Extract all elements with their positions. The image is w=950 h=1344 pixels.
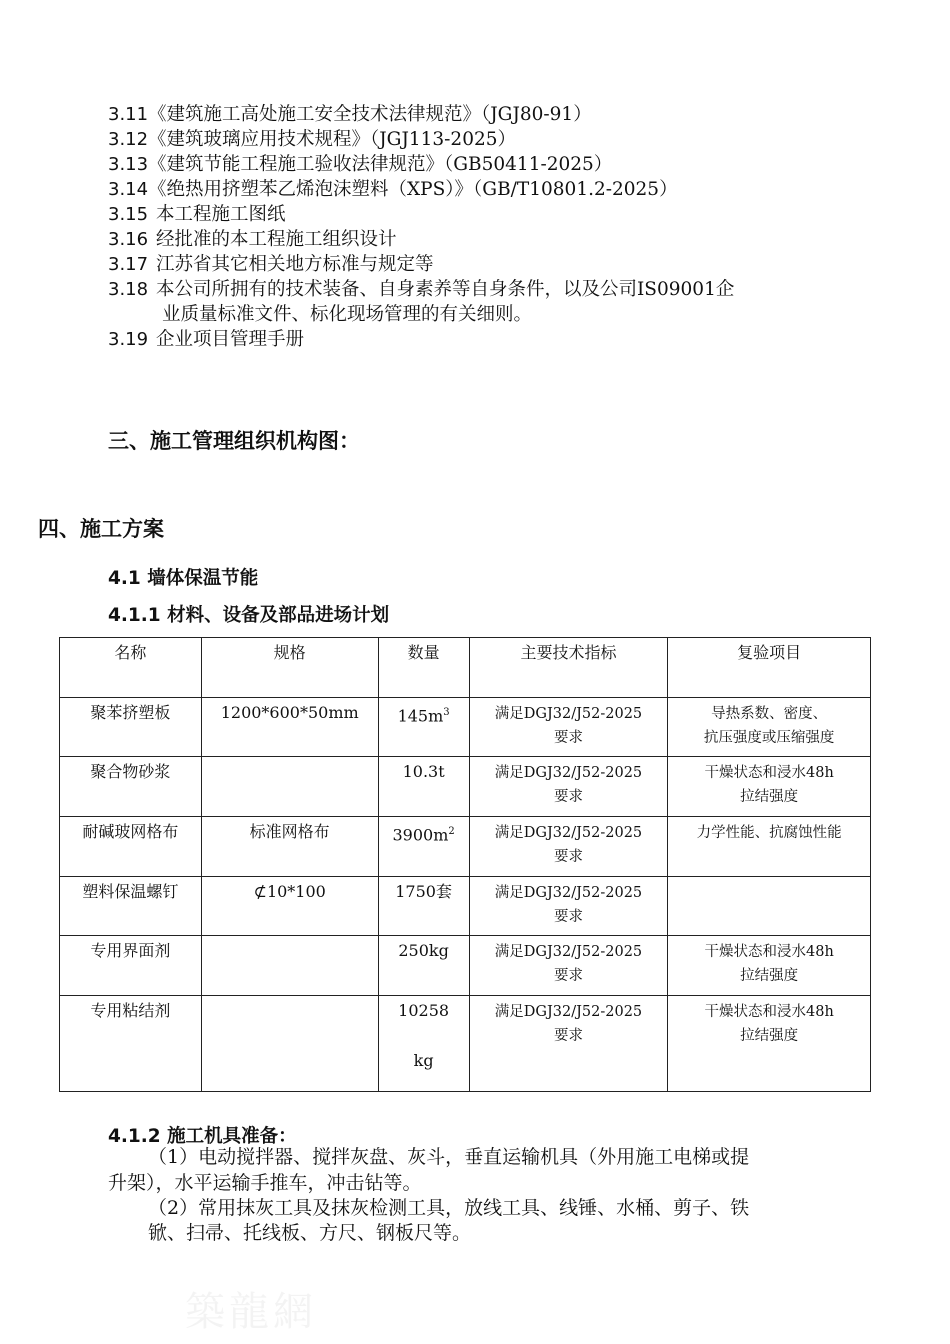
reference-text-continued: 业质量标准文件、标化现场管理的有关细则。 xyxy=(162,304,533,325)
reference-number: 3.15 xyxy=(108,204,149,225)
technical-index: 满足DGJ32/J52-2025 要求 xyxy=(469,936,668,996)
technical-index: 满足DGJ32/J52-2025 要求 xyxy=(469,817,668,877)
section-4-title: 四、施工方案 xyxy=(38,517,164,541)
table-header-cell: 复验项目 xyxy=(668,638,871,698)
material-quantity: $3900m^2$ xyxy=(378,817,469,877)
table-row xyxy=(60,996,871,1092)
table-header-cell: 数量 xyxy=(378,638,469,698)
technical-index: 满足DGJ32/J52-2025 要求 xyxy=(469,698,668,757)
reference-item xyxy=(108,277,868,325)
retest-items: 干燥状态和浸水48h 拉结强度 xyxy=(668,936,871,996)
technical-index: 满足DGJ32/J52-2025 要求 xyxy=(469,996,668,1092)
reference-number: 3.12 xyxy=(108,129,149,150)
material-spec xyxy=(201,936,378,996)
reference-item xyxy=(108,252,434,277)
material-quantity: 10258 kg xyxy=(378,996,469,1092)
reference-item xyxy=(108,127,516,152)
reference-number: 3.14 xyxy=(108,179,149,200)
paragraph-1-line-2: 升架），水平运输手推车，冲击钻等。 xyxy=(108,1172,422,1194)
material-quantity: 10.3t xyxy=(378,757,469,817)
reference-text: 江苏省其它相关地方标准与规定等 xyxy=(156,254,434,275)
watermark: 築龍網 xyxy=(185,1289,317,1335)
subsection-4-1-2-title: 4.1.2 施工机具准备： xyxy=(108,1126,297,1147)
paragraph-2-line-1: （2）常用抹灰工具及抹灰检测工具，放线工具、线锤、水桶、剪子、铁 xyxy=(148,1197,750,1219)
material-spec: 1200*600*50mm xyxy=(201,698,378,757)
reference-number: 3.19 xyxy=(108,329,149,350)
reference-item xyxy=(108,152,612,177)
material-spec xyxy=(201,996,378,1092)
table-row xyxy=(60,877,871,936)
reference-item xyxy=(108,227,397,252)
retest-items: 导热系数、密度、 抗压强度或压缩强度 xyxy=(668,698,871,757)
retest-items: 力学性能、抗腐蚀性能 xyxy=(668,817,871,877)
subsection-4-1-1-title: 4.1.1 材料、设备及部品进场计划 xyxy=(108,605,390,626)
table-row xyxy=(60,817,871,877)
material-name: 专用粘结剂 xyxy=(60,996,202,1092)
table-header-cell: 规格 xyxy=(201,638,378,698)
reference-text: 企业项目管理手册 xyxy=(156,329,305,350)
table-header-cell: 主要技术指标 xyxy=(469,638,668,698)
reference-item xyxy=(108,327,304,352)
table-header-cell: 名称 xyxy=(60,638,202,698)
material-quantity: 250kg xyxy=(378,936,469,996)
reference-text: 《建筑施工高处施工安全技术法律规范》（JGJ80-91） xyxy=(148,104,592,125)
material-name: 塑料保温螺钉 xyxy=(60,877,202,936)
reference-text: 《绝热用挤塑苯乙烯泡沫塑料（XPS）》（GB/T10801.2-2025） xyxy=(148,179,678,200)
table-row xyxy=(60,757,871,817)
reference-text: 经批准的本工程施工组织设计 xyxy=(156,229,397,250)
material-name: 聚合物砂浆 xyxy=(60,757,202,817)
reference-number: 3.13 xyxy=(108,154,149,175)
material-name: 专用界面剂 xyxy=(60,936,202,996)
paragraph-2-line-2: 锨、扫帚、托线板、方尺、钢板尺等。 xyxy=(148,1222,472,1244)
reference-item xyxy=(108,177,678,202)
section-3-title: 三、施工管理组织机构图： xyxy=(108,429,360,453)
material-spec: ⊄10*100 xyxy=(201,877,378,936)
reference-number: 3.11 xyxy=(108,104,149,125)
reference-text: 本公司所拥有的技术装备、自身素养等自身条件，以及公司IS09001企 xyxy=(156,279,735,300)
subsection-4-1-title: 4.1 墙体保温节能 xyxy=(108,568,259,589)
reference-number: 3.17 xyxy=(108,254,149,275)
retest-items: 干燥状态和浸水48h 拉结强度 xyxy=(668,996,871,1092)
reference-item xyxy=(108,202,286,227)
table-row xyxy=(60,936,871,996)
technical-index: 满足DGJ32/J52-2025 要求 xyxy=(469,877,668,936)
reference-number: 3.16 xyxy=(108,229,149,250)
reference-text: 《建筑节能工程施工验收法律规范》（GB50411-2025） xyxy=(148,154,613,175)
material-name: 耐碱玻网格布 xyxy=(60,817,202,877)
reference-number: 3.18 xyxy=(108,279,149,300)
reference-text: 本工程施工图纸 xyxy=(156,204,286,225)
reference-text: 《建筑玻璃应用技术规程》（JGJ113-2025） xyxy=(148,129,517,150)
materials-table xyxy=(59,637,871,1092)
material-name: 聚苯挤塑板 xyxy=(60,698,202,757)
technical-index: 满足DGJ32/J52-2025 要求 xyxy=(469,757,668,817)
table-row xyxy=(60,698,871,757)
material-spec: 标准网格布 xyxy=(201,817,378,877)
material-quantity: $145m^3$ xyxy=(378,698,469,757)
paragraph-1-line-1: （1）电动搅拌器、搅拌灰盘、灰斗，垂直运输机具（外用施工电梯或提 xyxy=(148,1146,750,1168)
retest-items xyxy=(668,877,871,936)
retest-items: 干燥状态和浸水48h 拉结强度 xyxy=(668,757,871,817)
material-spec xyxy=(201,757,378,817)
reference-item xyxy=(108,102,592,127)
material-quantity: 1750套 xyxy=(378,877,469,936)
table-header-row xyxy=(60,638,871,698)
